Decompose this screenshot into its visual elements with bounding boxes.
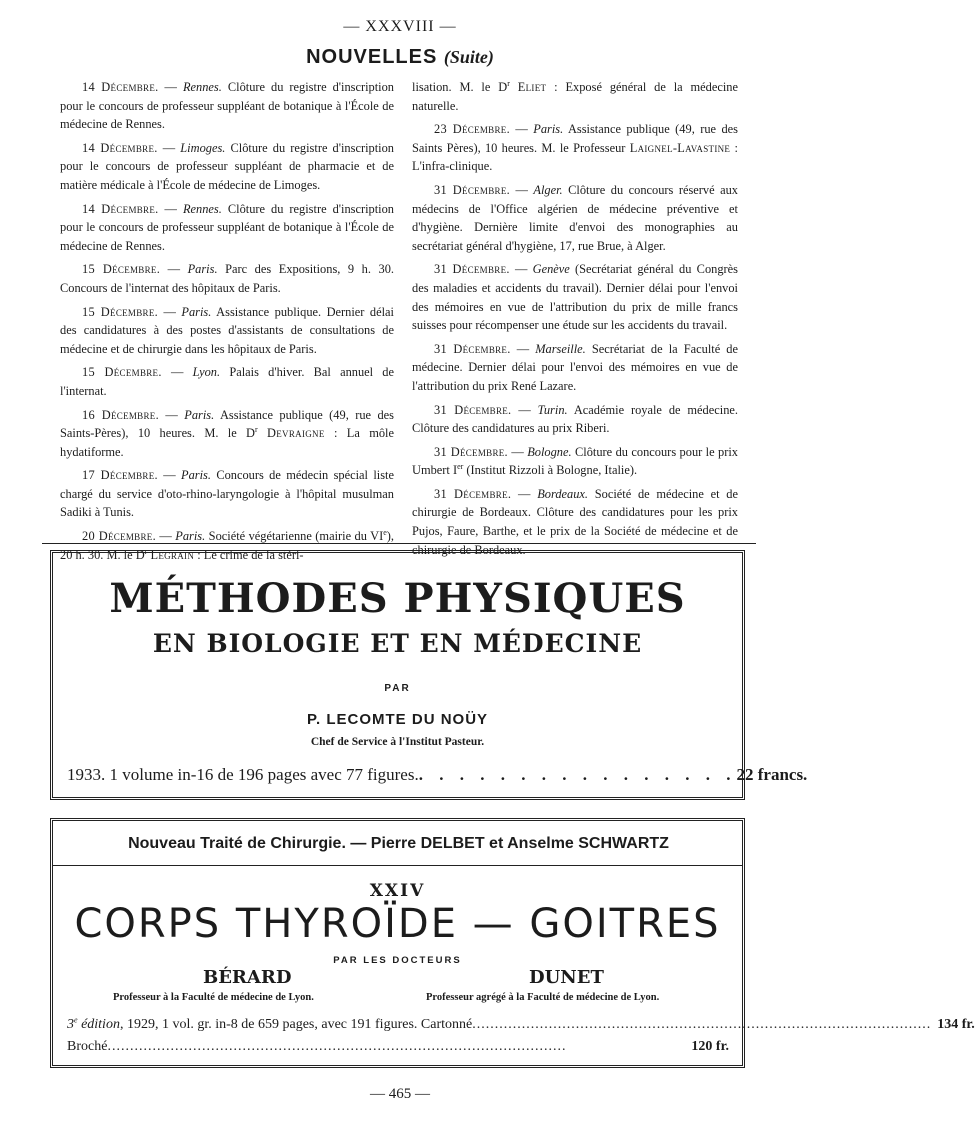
ad-par: PAR xyxy=(384,683,411,694)
section-title xyxy=(0,46,800,69)
news-entry: 15 Décembre. — Lyon. Palais d'hiver. Bal annuel de l'internat. xyxy=(60,365,395,398)
ad-edition-price: 134 fr. xyxy=(937,1017,975,1032)
news-entry: 31 Décembre. — Marseille. Secrétariat de la Faculté de médecine. Dernier délai pour l'envoi des mémoires en vue de l'attribution du prix René Lazare. xyxy=(412,341,738,393)
ad-details-text: 1933. 1 volume in-16 de 196 pages avec 77 figures. xyxy=(67,765,419,784)
news-entry: 20 Décembre. — Paris. Société végétarienne (mairie du VIe), 20 h. 30. M. le $D^r$ Legrain : Le crime de la stéri- xyxy=(60,527,395,562)
leader-dots: ...................................................................................................... xyxy=(107,1039,567,1054)
advertisement-methodes-physiques xyxy=(50,550,808,800)
news-entry: 23 Décembre. — Paris. Assistance publique (49, rue des Saints Pères), 10 heures. M. le Professeur Laignel-Lavastine : L'infra-clinique. xyxy=(412,122,738,174)
news-entry: 31 Décembre. — Bordeaux. Société de médecine et de chirurgie de Bordeaux. Clôture des candidatures pour les prix Pujos, Faure, Barthe, et le prix de la Société de médecine et de chirurgie de Bordeaux. xyxy=(412,486,738,557)
page-number-top: — XXXVIII — xyxy=(343,18,457,35)
ad-author-berard: BÉRARD xyxy=(203,967,292,988)
ad-series-header: Nouveau Traité de Chirurgie. — Pierre DELBET et Anselme SCHWARTZ xyxy=(128,835,669,852)
ad-title-line2: EN BIOLOGIE ET EN MÉDECINE xyxy=(152,629,643,658)
ad-author-berard-affiliation: Professeur à la Faculté de médecine de Lyon. xyxy=(113,992,314,1003)
news-column-right xyxy=(412,78,738,564)
news-entry: 31 Décembre. — Alger. Clôture du concours réservé aux médecins de l'Office algérien de médecine préventive et d'hygiène. Dernière limite d'envoi des monographies au secrétariat général d'hygiène, 17, rue Brue, à Alger. xyxy=(412,182,738,253)
ad-broche-label: Broché xyxy=(67,1039,108,1054)
ad-author: P. LECOMTE DU NOÜY xyxy=(306,711,489,728)
news-entry: 17 Décembre. — Paris. Concours de médecin spécial liste chargé du service d'oto-rhino-laryngologie à l'hôpital musulman Sadiki à Tunis. xyxy=(60,468,394,520)
ad-author-dunet-affiliation: Professeur agrégé à la Faculté de médecine de Lyon. xyxy=(426,992,660,1003)
news-entry: 15 Décembre. — Paris. Parc des Expositions, 9 h. 30. Concours de l'internat des hôpitaux de Paris. xyxy=(60,262,394,295)
ad-title-line1: MÉTHODES PHYSIQUES xyxy=(109,575,686,622)
news-entry: 14 Décembre. — Rennes. Clôture du registre d'inscription pour le concours de professeur suppléant de botanique à l'École de médecine de Rennes. xyxy=(60,201,395,253)
news-column-left xyxy=(60,78,394,569)
section-divider xyxy=(42,543,756,544)
ad-par-docteurs: PAR LES DOCTEURS xyxy=(333,955,462,966)
news-entry: 31 Décembre. — Genève (Secrétariat général du Congrès des maladies et accidents du travail). Dernier délai pour l'envoi des mémoires en vue de l'attribution du prix de mille francs suisses pour récompenser une étude sur les accidents du travail. xyxy=(412,262,738,333)
ad-price: 22 francs. xyxy=(736,765,808,784)
ad-book-title: CORPS THYROÏDE — GOITRES xyxy=(74,901,721,947)
ad-edition-text: 3e édition, 1929, 1 vol. gr. in-8 de 659 pages, avec 191 figures. Cartonné xyxy=(67,1015,473,1032)
ad-author-role: Chef de Service à l'Institut Pasteur. xyxy=(310,736,485,748)
leader-dots: ...................................................................................................... xyxy=(472,1017,932,1032)
news-entry-continuation: lisation. M. le $D^r$ Eliet : Exposé général de la médecine naturelle. xyxy=(412,78,738,113)
section-title-text: NOUVELLES xyxy=(306,46,438,68)
ad-broche-line xyxy=(67,1039,729,1055)
ad-header-rule xyxy=(53,865,742,866)
leader-dots: . . . . . . . . . . . . . . . . xyxy=(418,765,737,784)
page-number-bottom: — 465 — xyxy=(370,1086,430,1102)
news-entry: 14 Décembre. — Limoges. Clôture du registre d'inscription pour le concours de professeur suppléant de pharmacie et de matière médicale à l'École de médecine de Limoges. xyxy=(60,140,394,192)
news-entry: 31 Décembre. — Turin. Académie royale de médecine. Clôture des candidatures au prix Riberi. xyxy=(412,402,738,436)
news-entry: 16 Décembre. — Paris. Assistance publique (49, rue des Saints-Pères), 10 heures. M. le $D^r$ Devraigne : La môle hydatiforme. xyxy=(60,407,394,459)
news-entry: 15 Décembre. — Paris. Assistance publique. Dernier délai des candidatures à des postes d'assistants de consultations de médecine et de chirurgie dans les hôpitaux de Paris. xyxy=(60,304,394,356)
section-title-suite: (Suite) xyxy=(443,47,494,67)
ad-volume-number: XXIV xyxy=(369,881,426,901)
news-entry: 14 Décembre. — Rennes. Clôture du registre d'inscription pour le concours de professeur suppléant de botanique à l'École de médecine de Rennes. xyxy=(60,80,395,132)
ad-author-dunet: DUNET xyxy=(529,967,604,988)
ad-broche-price: 120 fr. xyxy=(691,1039,729,1054)
news-entry: 31 Décembre. — Bologne. Clôture du concours pour le prix Umbert Ier (Institut Rizzoli à Bologne, Italie). xyxy=(412,444,738,478)
ad-publication-details xyxy=(67,765,808,785)
ad-edition-line xyxy=(67,1015,975,1033)
advertisement-corps-thyroide xyxy=(50,818,975,1068)
